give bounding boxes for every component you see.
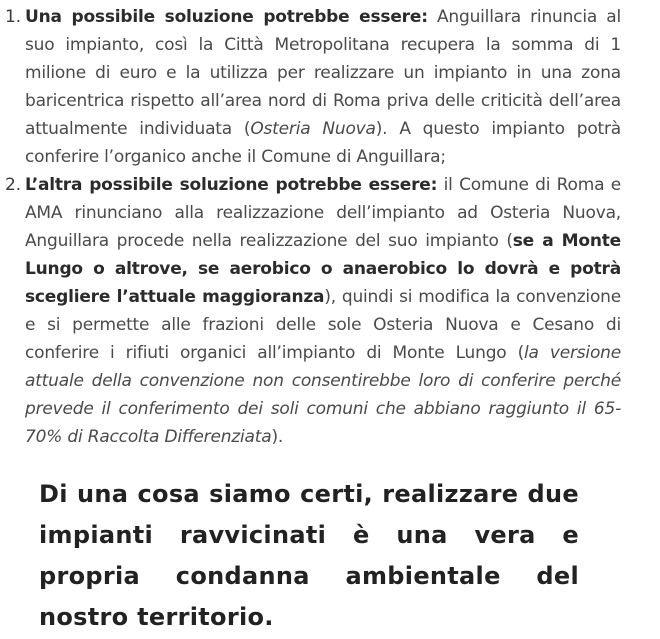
- solution-label: L’altra possibile soluzione potrebbe essere:: [25, 175, 438, 195]
- solution-italic-text: Osteria Nuova: [250, 119, 376, 139]
- solution-text: Anguillara rinuncia al suo impianto, così la Città Metropolitana recupera la somma di 1 milione di euro e la utilizza per realizzare un impianto in una zona baricentrica rispetto all’area nord di Roma priva delle criticità dell’area attualmente individuata (: [25, 7, 621, 139]
- list-number: 1.: [5, 7, 21, 27]
- solution-text-end: ).: [271, 427, 284, 447]
- conclusion-statement: Di una cosa siamo certi, realizzare due impianti ravvicinati è una vera e propria condanna ambientale del nostro territorio.: [39, 480, 579, 631]
- solution-text: il Comune di Roma e AMA rinunciano alla realizzazione dell’impianto ad Osteria Nuova, Anguillara procede nella realizzazione del suo impianto (: [25, 175, 621, 251]
- list-number: 2.: [5, 175, 21, 195]
- solution-text-end: ). A questo impianto potrà conferire l’organico anche il Comune di Anguillara;: [25, 119, 622, 167]
- solutions-list: [0, 3, 621, 451]
- solution-bold-text: se a Monte Lungo o altrove, se aerobico o anaerobico lo dovrà e potrà scegliere l’attuale maggioranza: [25, 231, 622, 307]
- solution-label: Una possibile soluzione potrebbe essere:: [25, 7, 428, 27]
- list-item-solution-1: [0, 3, 621, 171]
- list-item-solution-2: [0, 171, 621, 451]
- solution-text-middle: ), quindi si modifica la convenzione e si permette alle frazioni delle sole Osteria Nuova e Cesano di conferire i rifiuti organici all’impianto di Monte Lungo (: [25, 287, 621, 363]
- solution-italic-text: la versione attuale della convenzione non consentirebbe loro di conferire perché prevede il conferimento dei soli comuni che abbiano raggiunto il 65-70% di Raccolta Differenziata: [25, 343, 621, 447]
